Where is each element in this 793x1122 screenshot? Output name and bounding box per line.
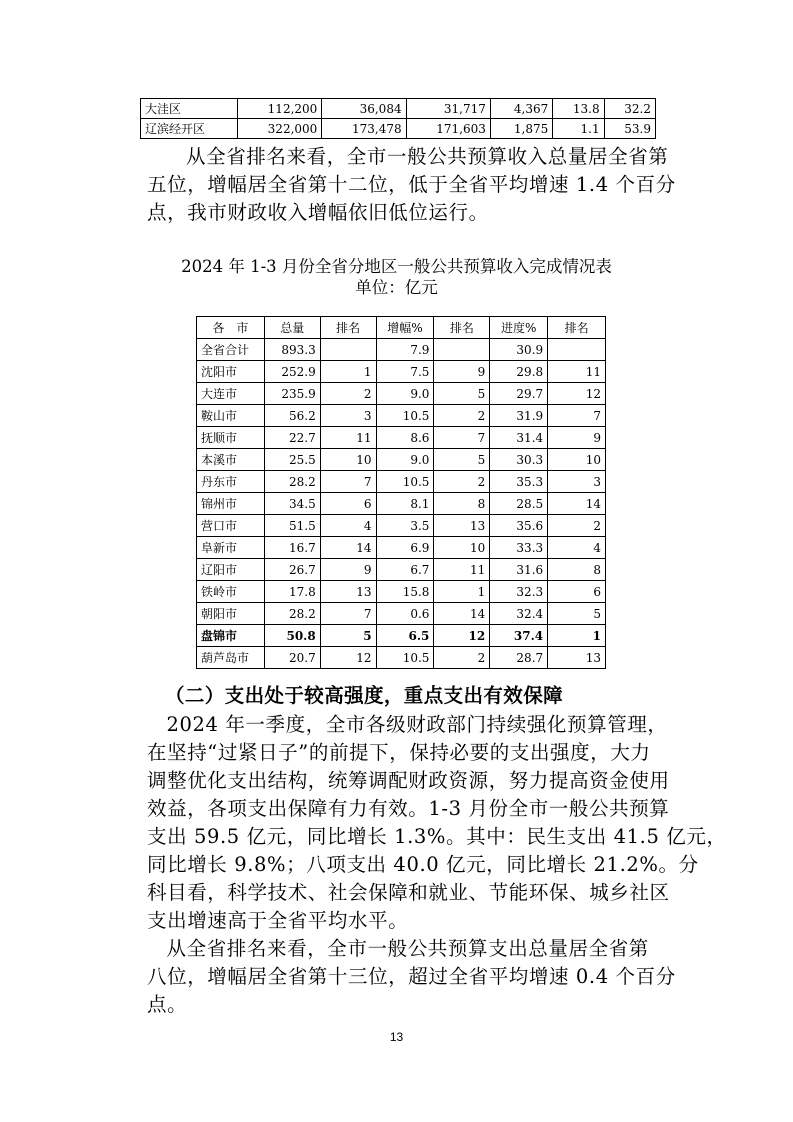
table-row [197,625,606,647]
city-cell: 朝阳市 [197,603,265,625]
header-city: 各 市 [197,317,265,339]
value-cell: 34.5 [264,493,320,515]
header-rank: 排名 [548,317,606,339]
value-cell: 4,367 [490,99,552,119]
value-cell: 13.8 [553,99,604,119]
value-cell: 6 [320,493,376,515]
value-cell: 9 [548,427,606,449]
paragraph-line: 五位，增幅居全省第十二位，低于全省平均增速 1.4 个百分 [147,173,676,196]
value-cell: 16.7 [264,537,320,559]
value-cell: 29.7 [490,383,548,405]
table-row [197,471,606,493]
value-cell: 36,084 [322,99,406,119]
value-cell: 0.6 [376,603,434,625]
value-cell: 8 [434,493,490,515]
district-cell: 大洼区 [141,99,238,119]
city-cell: 盘锦市 [197,625,265,647]
value-cell [320,339,376,361]
value-cell: 10 [548,449,606,471]
header-growth: 增幅% [376,317,434,339]
city-cell: 锦州市 [197,493,265,515]
table-row [197,647,606,669]
value-cell: 37.4 [490,625,548,647]
value-cell: 12 [548,383,606,405]
value-cell: 20.7 [264,647,320,669]
paragraph-line: 从全省排名来看，全市一般公共预算收入总量居全省第 [186,145,669,168]
value-cell: 32.3 [490,581,548,603]
value-cell: 2 [320,383,376,405]
value-cell: 35.3 [490,471,548,493]
value-cell: 8 [548,559,606,581]
paragraph-expenditure [147,711,727,935]
province-revenue-table [196,316,606,669]
value-cell: 7 [434,427,490,449]
table-header-row [197,317,606,339]
value-cell: 2 [434,647,490,669]
value-cell: 5 [548,603,606,625]
table-unit: 单位：亿元 [355,278,438,297]
table-row [197,515,606,537]
table-row [141,119,656,139]
value-cell: 12 [320,647,376,669]
table-row [197,559,606,581]
value-cell: 10.5 [376,647,434,669]
value-cell: 30.9 [490,339,548,361]
paragraph-expenditure-ranking [147,935,676,1019]
value-cell: 35.6 [490,515,548,537]
value-cell: 51.5 [264,515,320,537]
table-row [197,537,606,559]
value-cell: 1 [434,581,490,603]
value-cell: 15.8 [376,581,434,603]
value-cell: 4 [548,537,606,559]
value-cell: 56.2 [264,405,320,427]
table-row [197,603,606,625]
value-cell: 7 [320,603,376,625]
district-cell: 辽滨经开区 [141,119,238,139]
paragraph-line: 调整优化支出结构，统筹调配财政资源，努力提高资金使用 [147,769,670,792]
paragraph-line: 在坚持“过紧日子”的前提下，保持必要的支出强度，大力 [147,741,651,764]
header-rank: 排名 [434,317,490,339]
paragraph-revenue-ranking [147,143,676,227]
header-rank: 排名 [320,317,376,339]
value-cell: 3.5 [376,515,434,537]
paragraph-line: 2024 年一季度，全市各级财政部门持续强化预算管理， [166,713,668,736]
paragraph-line: 科目看，科学技术、社会保障和就业、节能环保、城乡社区 [147,881,670,904]
value-cell: 235.9 [264,383,320,405]
value-cell: 5 [434,383,490,405]
value-cell: 32.4 [490,603,548,625]
table-row [197,361,606,383]
value-cell: 2 [434,405,490,427]
value-cell: 173,478 [322,119,406,139]
value-cell: 1.1 [553,119,604,139]
table-row [197,449,606,471]
value-cell: 1 [548,625,606,647]
value-cell: 14 [548,493,606,515]
city-cell: 本溪市 [197,449,265,471]
value-cell: 2 [548,515,606,537]
value-cell: 31.4 [490,427,548,449]
city-cell: 辽阳市 [197,559,265,581]
value-cell: 7.5 [376,361,434,383]
value-cell: 3 [548,471,606,493]
value-cell: 8.1 [376,493,434,515]
city-cell: 大连市 [197,383,265,405]
table-row [197,581,606,603]
value-cell: 26.7 [264,559,320,581]
value-cell: 10 [434,537,490,559]
value-cell: 112,200 [238,99,322,119]
paragraph-line: 支出 59.5 亿元，同比增长 1.3%。其中：民生支出 41.5 亿元， [147,825,727,848]
city-cell: 铁岭市 [197,581,265,603]
value-cell: 11 [548,361,606,383]
value-cell: 32.2 [604,99,655,119]
value-cell: 2 [434,471,490,493]
value-cell: 13 [320,581,376,603]
value-cell [548,339,606,361]
city-cell: 全省合计 [197,339,265,361]
value-cell: 10.5 [376,405,434,427]
page-number: 13 [389,1030,404,1044]
paragraph-line: 点。 [147,993,188,1016]
value-cell: 14 [434,603,490,625]
value-cell: 8.6 [376,427,434,449]
header-total: 总量 [264,317,320,339]
value-cell: 9 [434,361,490,383]
table-row [197,405,606,427]
value-cell: 252.9 [264,361,320,383]
value-cell: 9.0 [376,449,434,471]
value-cell: 1,875 [490,119,552,139]
value-cell: 6 [548,581,606,603]
paragraph-line: 八位，增幅居全省第十三位，超过全省平均增速 0.4 个百分 [147,965,676,988]
value-cell: 7 [320,471,376,493]
table-row [197,427,606,449]
value-cell: 10.5 [376,471,434,493]
value-cell: 28.2 [264,471,320,493]
header-progress: 进度% [490,317,548,339]
value-cell: 29.8 [490,361,548,383]
paragraph-line: 点，我市财政收入增幅依旧低位运行。 [147,201,489,224]
value-cell: 9 [320,559,376,581]
paragraph-line: 同比增长 9.8%；八项支出 40.0 亿元，同比增长 21.2%。分 [147,853,699,876]
value-cell: 7.9 [376,339,434,361]
value-cell: 13 [548,647,606,669]
value-cell: 1 [320,361,376,383]
value-cell: 28.7 [490,647,548,669]
value-cell: 10 [320,449,376,471]
value-cell: 50.8 [264,625,320,647]
city-cell: 葫芦岛市 [197,647,265,669]
value-cell: 5 [434,449,490,471]
table-row [197,383,606,405]
value-cell [434,339,490,361]
value-cell: 28.2 [264,603,320,625]
section-heading: （二）支出处于较高强度，重点支出有效保障 [165,684,564,707]
table-row [141,99,656,119]
value-cell: 12 [434,625,490,647]
value-cell: 33.3 [490,537,548,559]
value-cell: 11 [434,559,490,581]
value-cell: 7 [548,405,606,427]
city-cell: 丹东市 [197,471,265,493]
value-cell: 5 [320,625,376,647]
value-cell: 3 [320,405,376,427]
paragraph-line: 从全省排名来看，全市一般公共预算支出总量居全省第 [166,937,649,960]
value-cell: 17.8 [264,581,320,603]
value-cell: 6.7 [376,559,434,581]
value-cell: 53.9 [604,119,655,139]
value-cell: 9.0 [376,383,434,405]
value-cell: 28.5 [490,493,548,515]
city-cell: 沈阳市 [197,361,265,383]
value-cell: 893.3 [264,339,320,361]
value-cell: 6.9 [376,537,434,559]
table-caption: 2024 年 1-3 月份全省分地区一般公共预算收入完成情况表 [181,257,612,276]
district-revenue-table-fragment [140,98,656,139]
city-cell: 阜新市 [197,537,265,559]
paragraph-line: 支出增速高于全省平均水平。 [147,909,409,932]
value-cell: 11 [320,427,376,449]
value-cell: 31.6 [490,559,548,581]
table-row [197,339,606,361]
value-cell: 322,000 [238,119,322,139]
value-cell: 14 [320,537,376,559]
paragraph-line: 效益，各项支出保障有力有效。1-3 月份全市一般公共预算 [147,797,670,820]
city-cell: 抚顺市 [197,427,265,449]
city-cell: 营口市 [197,515,265,537]
value-cell: 31,717 [406,99,490,119]
value-cell: 4 [320,515,376,537]
value-cell: 30.3 [490,449,548,471]
city-cell: 鞍山市 [197,405,265,427]
value-cell: 13 [434,515,490,537]
value-cell: 22.7 [264,427,320,449]
value-cell: 171,603 [406,119,490,139]
value-cell: 31.9 [490,405,548,427]
value-cell: 6.5 [376,625,434,647]
value-cell: 25.5 [264,449,320,471]
table-row [197,493,606,515]
